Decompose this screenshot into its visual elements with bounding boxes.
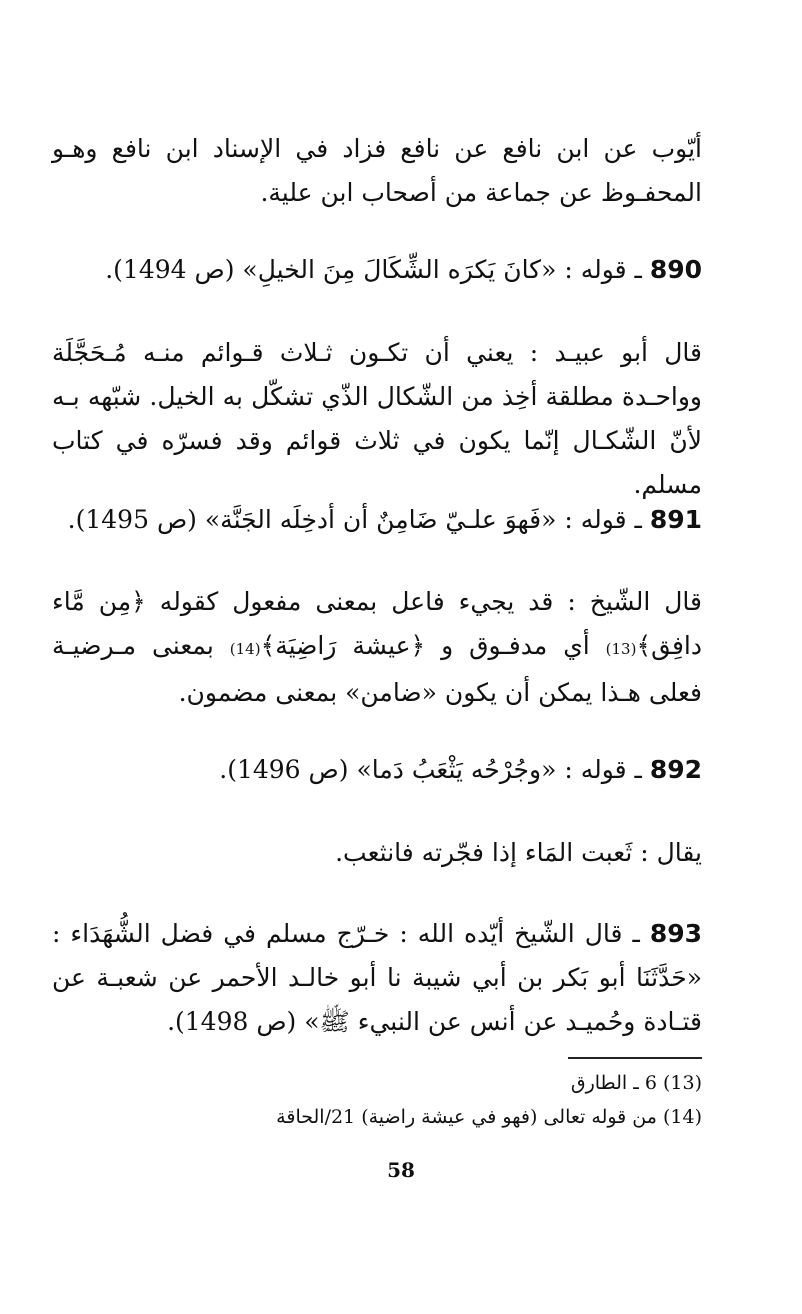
- footnote-divider: [568, 1057, 702, 1059]
- entry-number: 890: [649, 255, 702, 284]
- footnote-13: (13) 6 ـ الطارق: [570, 1072, 702, 1094]
- entry-text: ـ قوله : «وجُرْحُه يَثْعَبُ دَما» (ص 1496).: [219, 755, 642, 784]
- entry-text: ـ قوله : «فَهوَ علـيّ ضَامِنٌ أن أدخِلَه الجَنَّة» (ص 1495).: [67, 505, 642, 534]
- footnote-14: (14) من قوله تعالى (فهو في عيشة راضية) 21/الحاقة: [276, 1106, 702, 1128]
- text-part: بمعنى مـرضيـة فعلى هـذا يمكن أن يكون «ضامن» بمعنى مضمون.: [52, 631, 702, 707]
- paragraph-abu-ubaid: قال أبو عبيـد : يعني أن تكـون ثـلاث قـوائم منـه مُـحَجَّلَة وواحـدة مطلقة أخِذ من الشّكال الذّي تشكّل به الخيل. شبّهه بـه لأنّ الشّكـال إنّما يكون في ثلاث قوائم وقد فسرّه في كتاب مسلم.: [52, 338, 702, 499]
- entry-number: 892: [649, 755, 702, 784]
- entry-number: 893: [649, 919, 702, 948]
- entry-892: [52, 748, 702, 792]
- text-part: أي مدفـوق و ﴿عيشة رَاضِيَة﴾: [260, 631, 606, 660]
- entry-text: ـ قال الشّيخ أيّده الله : خـرّج مسلم في فضل الشُّهَدَاء : «حَدَّثَنَا أبو بَكر بن أبي شيبة نا أبو خالـد الأحمر عن شعبـة عن قتـادة وحُميـد عن أنس عن النبيء ﷺ» (ص 1498).: [52, 919, 702, 1036]
- entry-891: [52, 498, 702, 542]
- footnote-ref-14: (14): [229, 640, 261, 658]
- entry-number: 891: [649, 505, 702, 534]
- paragraph-sheikh-faail: [52, 580, 702, 715]
- paragraph-yuqal: يقال : ثَعبت المَاء إذا فجّرته فانثعب.: [335, 838, 702, 867]
- text-part: قال الشّيخ : قد يجيء فاعل بمعنى مفعول كقوله ﴿مِن مَّاء دافِق﴾: [52, 587, 702, 660]
- footnote-ref-13: (13): [605, 640, 637, 658]
- entry-text: ـ قوله : «كانَ يَكرَه الشِّكَالَ مِنَ الخيلِ» (ص 1494).: [105, 255, 642, 284]
- paragraph-ayyub: أيّوب عن ابن نافع عن نافع فزاد في الإسناد ابن نافع وهـو المحفـوظ عن جماعة من أصحاب ابن علية.: [52, 134, 702, 207]
- entry-893: [52, 912, 702, 1044]
- entry-890: [52, 248, 702, 292]
- page-number: 58: [387, 1158, 415, 1182]
